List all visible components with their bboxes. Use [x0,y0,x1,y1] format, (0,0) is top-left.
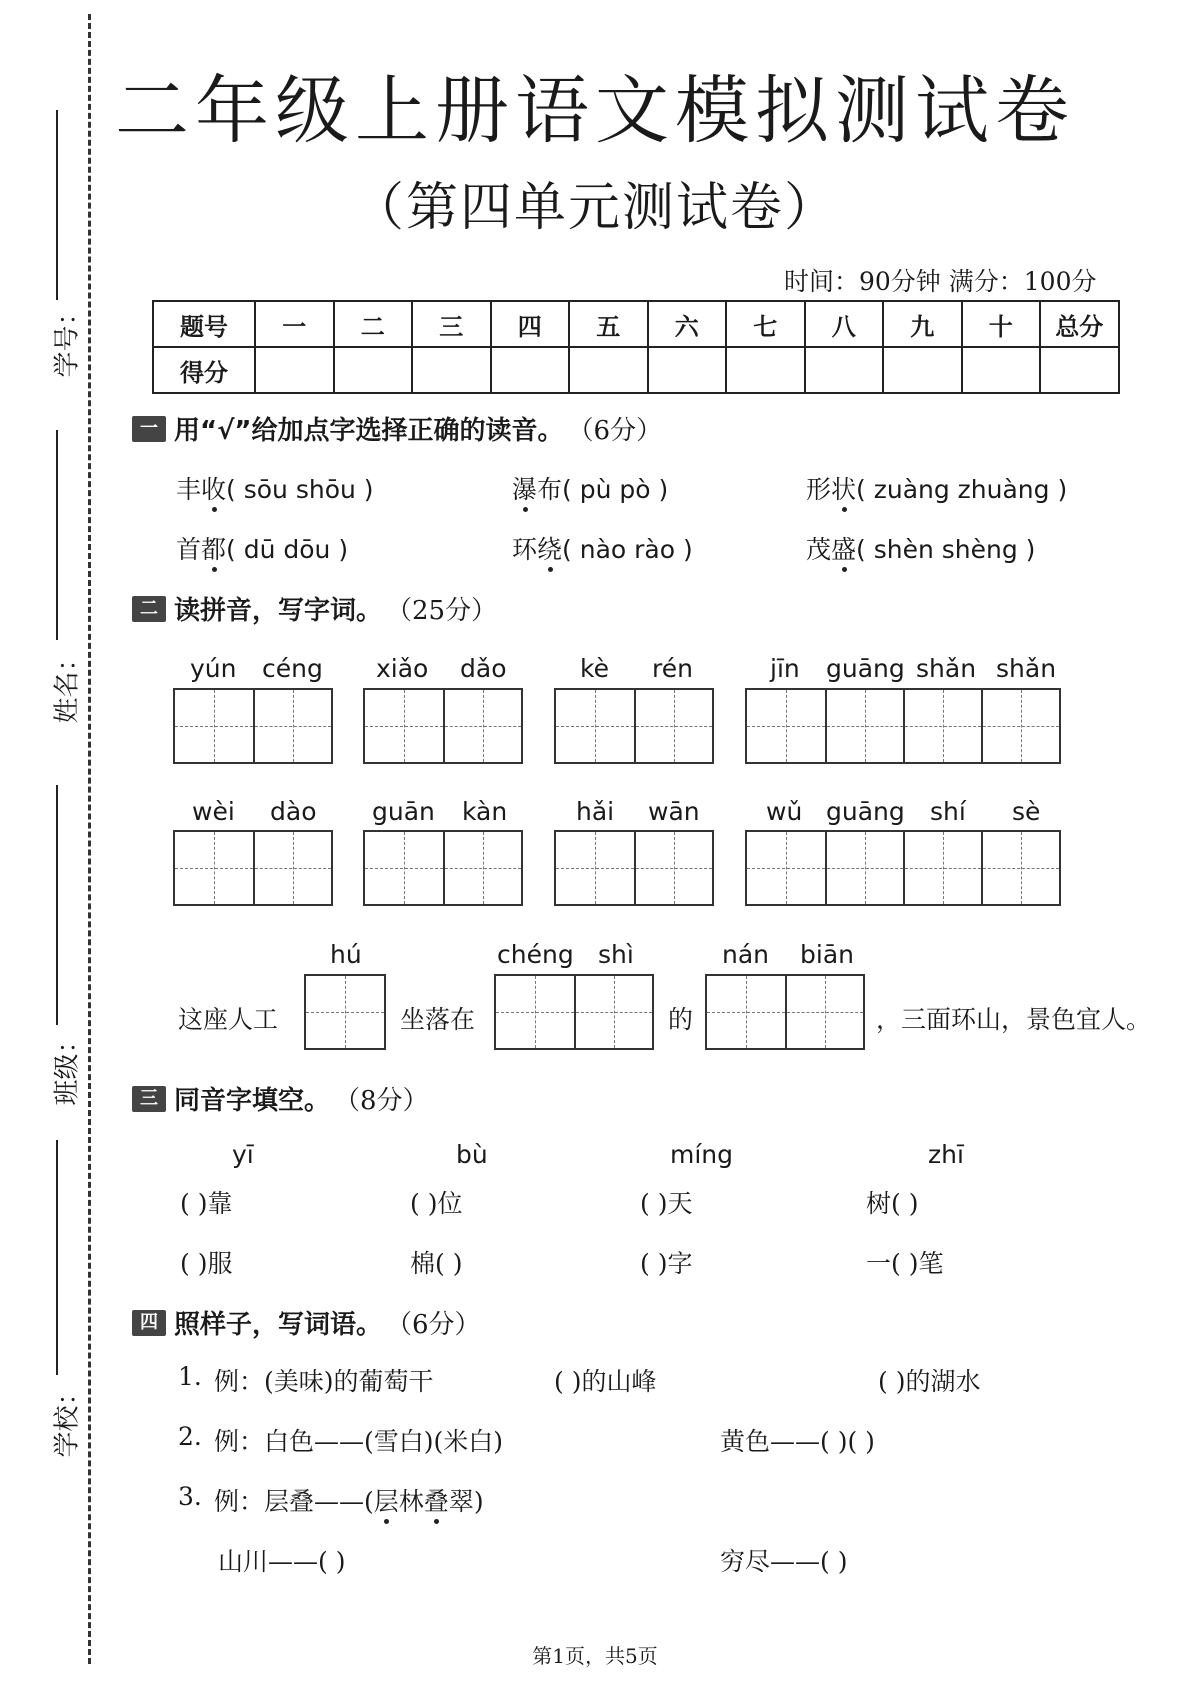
section-number-badge: 二 [132,596,166,622]
student-id-label: 学号： [52,299,83,378]
item-number: 3. [178,1482,202,1511]
example-suffix: ) [473,1487,484,1516]
section-number-badge: 一 [132,416,166,442]
score-table-score-row [153,347,1119,393]
writing-grid-1[interactable] [304,974,386,1050]
score-table-cell: 九 [883,301,962,347]
section-points: （25分） [386,596,498,626]
sentence-text: 的 [668,1005,694,1034]
section-number-badge: 四 [132,1310,166,1336]
section-title: 读拼音，写字词。 [174,596,383,626]
pinyin-label: guāng [826,797,905,826]
pinyin-label: guān [372,797,435,826]
pinyin-label: céng [262,654,323,683]
word-char: 茂 [806,535,832,564]
fill-blank[interactable]: 一( )笔 [866,1249,944,1278]
word-char: 形 [806,475,832,504]
dotted-char: 都 [201,535,227,564]
pinyin-label: dǎo [460,654,507,683]
fill-blank[interactable]: ( )靠 [180,1189,233,1218]
page-subtitle: （第四单元测试卷） [351,178,838,238]
exam-meta: 时间：90分钟 满分：100分 [784,267,1097,296]
fill-blank[interactable]: ( )的山峰 [554,1367,657,1396]
pinyin-label: hú [330,940,362,969]
pinyin-label: jīn [770,654,800,683]
dotted-char: 瀑 [512,475,538,504]
section-title: 用“√”给加点字选择正确的读音。 [174,416,564,446]
score-table-cell: 六 [648,301,727,347]
pinyin-label: wèi [192,797,235,826]
fill-blank[interactable]: 棉( ) [410,1249,463,1278]
pinyin-label: guāng [826,654,905,683]
writing-grid-2[interactable] [173,688,333,764]
reading-item [512,470,668,506]
pinyin-label: shǎn [916,654,977,683]
page-number: 第1页，共5页 [532,1644,658,1668]
example-text: 例：(美味)的葡萄干 [214,1367,434,1396]
pinyin-label: rén [652,654,693,683]
pinyin-label: biān [800,940,854,969]
word-char: 布 [537,475,563,504]
fill-blank[interactable]: ( )服 [180,1249,233,1278]
dotted-char: 状 [831,475,857,504]
pinyin-label: bù [456,1140,488,1169]
writing-grid-2[interactable] [705,974,865,1050]
dotted-char: 盛 [831,535,857,564]
pinyin-choice[interactable]: ( shèn shèng ) [856,535,1036,564]
fill-blank[interactable]: 树( ) [866,1189,919,1218]
score-input-cell[interactable] [491,347,570,393]
dotted-char: 绕 [537,535,563,564]
pinyin-choice[interactable]: ( sōu shōu ) [226,475,374,504]
reading-item [806,530,1035,566]
dotted-char: 层 [373,1487,399,1516]
section-points: （6分） [386,1310,481,1340]
score-table-cell: 二 [334,301,413,347]
score-input-cell[interactable] [962,347,1041,393]
pinyin-label: shǎn [996,654,1057,683]
score-input-cell[interactable] [412,347,491,393]
score-table [152,300,1120,394]
section-number-badge: 三 [132,1086,166,1112]
sentence-text: 坐落在 [400,1005,476,1034]
fill-blank[interactable]: 穷尽——( ) [720,1547,848,1576]
score-table-cell: 三 [412,301,491,347]
sentence-text: 这座人工 [178,1005,279,1034]
score-input-cell[interactable] [255,347,334,393]
example-prefix: 例：层叠——( [214,1487,374,1516]
pinyin-label: zhī [928,1140,964,1169]
school-line [56,1140,58,1375]
section-4-heading [132,1304,481,1341]
reading-item [176,530,348,566]
pinyin-label: kàn [462,797,508,826]
pinyin-label: sè [1012,797,1041,826]
score-input-cell[interactable] [726,347,805,393]
item-number: 1. [178,1362,202,1391]
pinyin-choice[interactable]: ( dū dōu ) [226,535,349,564]
section-3-heading [132,1080,429,1117]
pinyin-label: chéng [497,940,574,969]
sentence-text: ，三面环山，景色宜人。 [876,1005,1152,1034]
pinyin-choice[interactable]: ( zuàng zhuàng ) [856,475,1068,504]
pinyin-label: dào [270,797,317,826]
score-row-label: 得分 [153,347,255,393]
score-table-cell: 五 [569,301,648,347]
fill-blank[interactable]: ( )的湖水 [878,1367,981,1396]
writing-grid-4[interactable] [745,830,1061,906]
word-char: 首 [176,535,202,564]
pinyin-label: yún [190,654,237,683]
pinyin-label: hǎi [576,797,615,826]
score-input-cell[interactable] [883,347,962,393]
pinyin-choice[interactable]: ( nào rào ) [562,535,693,564]
score-table-cell: 一 [255,301,334,347]
word-char: 环 [512,535,538,564]
reading-item [806,470,1067,506]
fill-blank[interactable]: 黄色——( )( ) [720,1427,875,1456]
dotted-char: 叠 [423,1487,449,1516]
binding-dashed-line [88,14,91,1664]
writing-grid-2[interactable] [363,688,523,764]
dotted-char: 收 [201,475,227,504]
page-title: 二年级上册语文模拟测试卷 [115,68,1075,154]
fill-blank[interactable]: ( )字 [640,1249,693,1278]
section-points: （8分） [334,1086,429,1116]
score-table-cell: 十 [962,301,1041,347]
section-title: 同音字填空。 [174,1086,331,1116]
writing-grid-2[interactable] [554,688,714,764]
pinyin-label: míng [670,1140,734,1169]
name-line [56,430,58,640]
section-2-heading [132,590,497,627]
example-text: 例：白色——(雪白)(米白) [214,1427,504,1456]
section-title: 照样子，写词语。 [174,1310,383,1340]
fill-blank[interactable]: ( )天 [640,1189,693,1218]
score-table-cell: 七 [726,301,805,347]
score-input-cell[interactable] [1040,347,1119,393]
writing-grid-2[interactable] [173,830,333,906]
pinyin-label: kè [580,654,609,683]
writing-grid-2[interactable] [494,974,654,1050]
pinyin-label: wān [648,797,700,826]
pinyin-label: shì [598,940,634,969]
score-table-cell: 八 [805,301,884,347]
score-input-cell[interactable] [569,347,648,393]
reading-item [512,530,693,566]
writing-grid-2[interactable] [554,830,714,906]
writing-grid-2[interactable] [363,830,523,906]
class-label: 班级： [52,1027,83,1106]
pinyin-label: yī [232,1140,254,1169]
pinyin-label: nán [722,940,770,969]
score-table-cell: 题号 [153,301,255,347]
word-char: 翠 [448,1487,474,1516]
school-label: 学校： [52,1379,83,1458]
pinyin-choice[interactable]: ( pù pò ) [562,475,669,504]
pinyin-label: xiǎo [376,654,429,683]
score-input-cell[interactable] [805,347,884,393]
writing-grid-4[interactable] [745,688,1061,764]
reading-item [176,470,374,506]
name-label: 姓名： [52,645,83,724]
section-1-heading [132,410,662,447]
pinyin-label: wǔ [766,797,803,826]
word-char: 丰 [176,475,202,504]
fill-blank[interactable]: ( )位 [410,1189,463,1218]
score-input-cell[interactable] [334,347,413,393]
score-table-header-row [153,301,1119,347]
score-table-cell: 四 [491,301,570,347]
word-char: 林 [398,1487,424,1516]
item-number: 2. [178,1422,202,1451]
pinyin-label: shí [930,797,966,826]
score-input-cell[interactable] [648,347,727,393]
score-table-cell: 总分 [1040,301,1119,347]
example-text [214,1482,484,1518]
fill-blank[interactable]: 山川——( ) [218,1547,346,1576]
class-line [56,785,58,1025]
section-points: （6分） [567,416,663,446]
